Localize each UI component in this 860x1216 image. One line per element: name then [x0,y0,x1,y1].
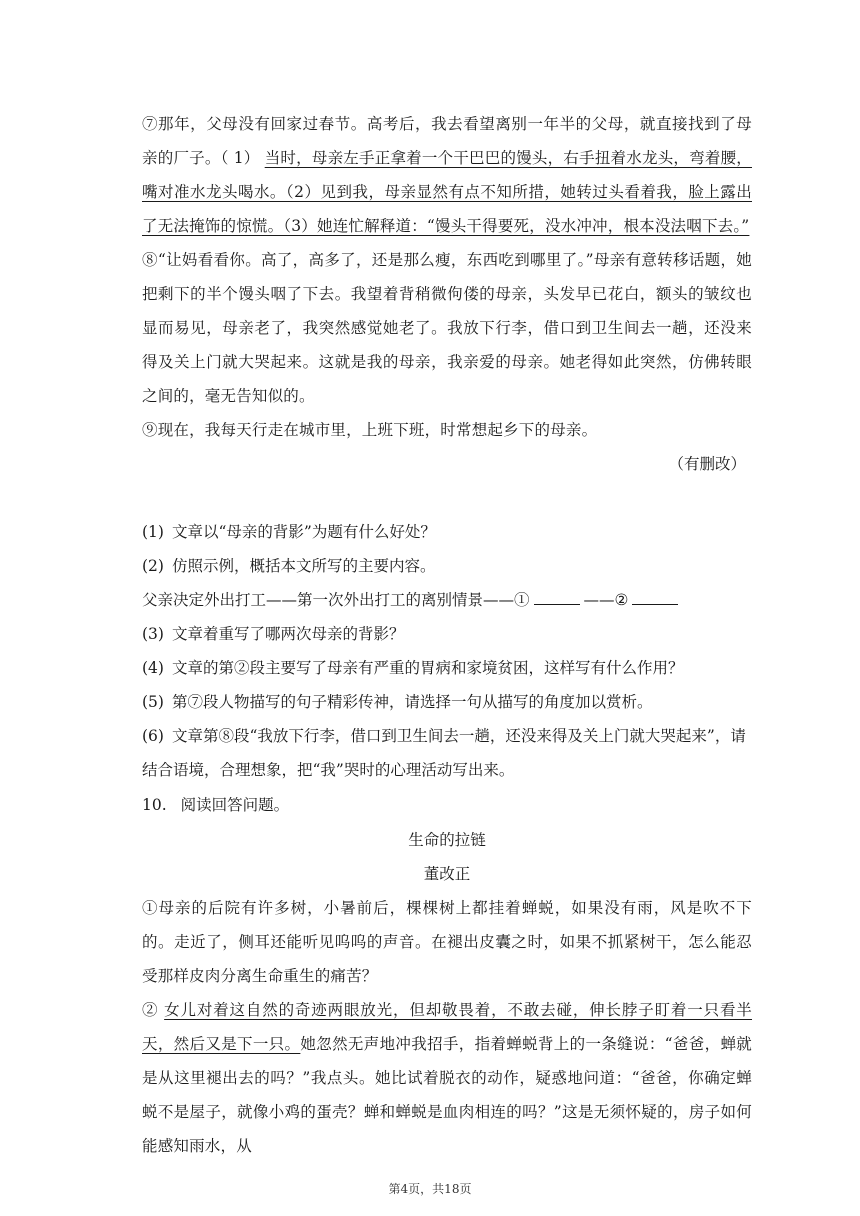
question-4 [142,651,752,685]
example-part-2: ——② [583,591,629,609]
question-3 [142,617,752,651]
paragraph-7-underlined: 当时，母亲左手正拿着一个干巴巴的馒头，右手扭着水龙头，弯着腰，嘴对准水龙头喝水。（2）见到我，母亲显然有点不知所措，她转过头看着我，脸上露出了无法掩饰的惊慌。（3）她连忙解释道：“馒头干得要死，没水冲冲，根本没法咽下去。” [142,149,752,235]
document-content [142,107,752,1163]
question-text: 文章第⑧段“我放下行李，借口到卫生间去一趟，还没来得及关上门就大哭起来”，请结合语境，合理想象，把“我”哭时的心理活动写出来。 [142,727,746,779]
paragraph-marker: ② [142,1001,159,1019]
question-number: (2) [142,557,164,575]
question-number: (3) [142,625,164,643]
question-6 [142,719,752,787]
question-10-number: 10. [142,796,167,814]
question-number: (5) [142,693,164,711]
article-title: 生命的拉链 [408,831,486,849]
question-2 [142,549,752,583]
question-text: 文章的第②段主要写了母亲有严重的胃病和家境贫困，这样写有什么作用？ [171,659,684,677]
question-text: 文章着重写了哪两次母亲的背影？ [171,625,405,643]
answer-blank-1[interactable] [534,590,580,605]
page-footer: 第4页，共18页 [388,1182,472,1196]
spacer [142,481,752,515]
edit-note: （有删改） [668,455,746,473]
question-text: 第⑦段人物描写的句子精彩传神，请选择一句从描写的角度加以赏析。 [171,693,653,711]
question-text: 仿照示例，概括本文所写的主要内容。 [171,557,436,575]
question-number: (6) [142,727,164,745]
article-author: 董改正 [423,865,471,883]
question-10-text: 阅读回答问题。 [180,796,290,814]
answer-blank-2[interactable] [632,590,678,605]
question-number: (4) [142,659,164,677]
article-paragraph-2 [142,993,752,1163]
article-paragraph-2-rest: 她忽然无声地冲我招手，指着蝉蜕背上的一条缝说：“爸爸，蝉就是从这里褪出去的吗？”我点头。她比试着脱衣的动作，疑惑地问道：“爸爸，你确定蝉蜕不是屋子，就像小鸡的蛋壳？蝉和蝉蜕是血肉相连的吗？”这是无须怀疑的，房子如何能感知雨水，从 [142,1035,752,1155]
paragraph-7-intro: ⑦那年，父母没有回家过春节。高考后，我去看望离别一年半的父母，就直接找到了母亲的厂子。（ 1） [142,115,752,167]
paragraph-8: ⑧“让妈看看你。高了，高多了，还是那么瘦，东西吃到哪里了。”母亲有意转移话题，她把剩下的半个馒头咽了下去。我望着背稍微佝偻的母亲，头发早已花白，额头的皱纹也显而易见，母亲老了，我突然感觉她老了。我放下行李，借口到卫生间去一趟，还没来得及关上门就大哭起来。这就是我的母亲，我亲爱的母亲。她老得如此突然，仿佛转眼之间的，毫无告知似的。 [142,251,752,405]
question-text: 文章以“母亲的背影”为题有什么好处？ [171,523,436,541]
example-line [142,583,752,617]
paragraph-9: ⑨现在，我每天行走在城市里，上班下班，时常想起乡下的母亲。 [142,421,598,439]
article-paragraph-1: ①母亲的后院有许多树，小暑前后，棵棵树上都挂着蝉蜕，如果没有雨，风是吹不下的。走近了，侧耳还能听见呜呜的声音。在褪出皮囊之时，如果不抓紧树干，怎么能忍受那样皮肉分离生命重生的痛苦？ [142,899,752,985]
question-10-heading [142,787,752,823]
question-1 [142,515,752,549]
paragraph-7 [142,107,752,243]
question-number: (1) [142,523,164,541]
article-paragraph-2-underlined: 女儿对着这自然的奇迹两眼放光，但却敬畏着，不敢去碰，伸长脖子盯着一只看半天，然后又是下一只。 [142,1001,753,1053]
example-part-1: 父亲决定外出打工——第一次外出打工的离别情景——① [142,591,530,609]
question-5 [142,685,752,719]
